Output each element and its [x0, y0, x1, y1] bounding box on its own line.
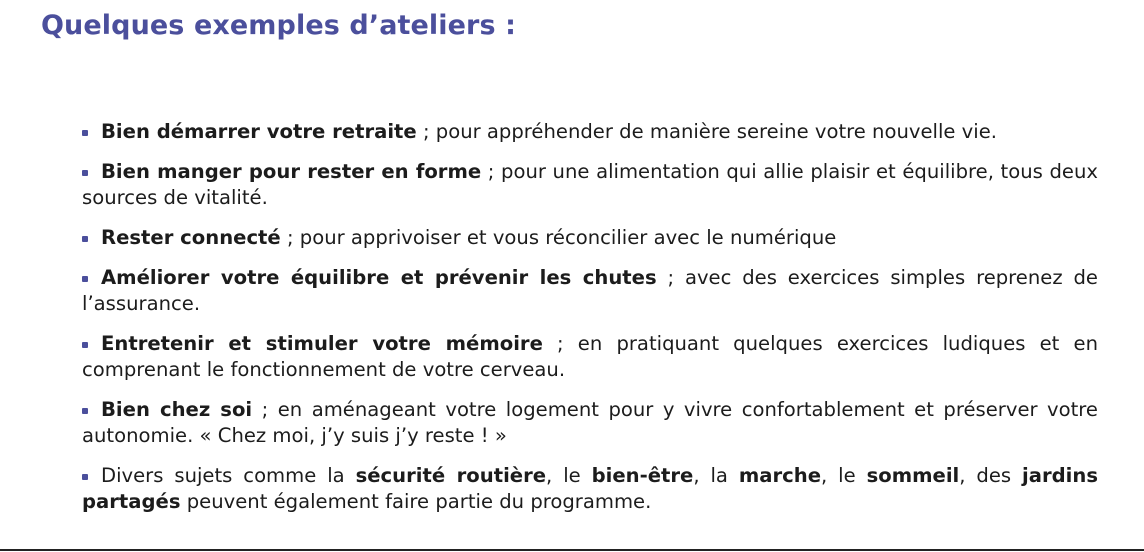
list-item — [82, 119, 1098, 145]
bullet-icon — [82, 276, 88, 282]
bullet-icon — [82, 474, 88, 480]
list-item — [82, 331, 1098, 383]
item-text: peuvent également faire partie du programme. — [180, 490, 652, 513]
item-text: , la — [693, 464, 739, 487]
bullet-icon — [82, 170, 88, 176]
item-title: Bien démarrer votre retraite — [101, 120, 417, 143]
item-description: ; en aménageant votre logement pour y vivre confortablement et préserver votre autonomie. « Chez moi, j’y suis j’y reste ! » — [82, 398, 1098, 447]
bullet-icon — [82, 130, 88, 136]
list-item — [82, 225, 1098, 251]
topic-walking: marche — [738, 464, 822, 487]
item-description: ; avec des exercices simples reprenez de l’assurance. — [82, 266, 1098, 315]
bullet-icon — [82, 408, 88, 414]
bullet-icon — [82, 236, 88, 242]
item-description: ; en pratiquant quelques exercices ludiques et en comprenant le fonctionnement de votre cerveau. — [82, 332, 1098, 381]
topic-shared-gardens: jardins partagés — [82, 464, 1098, 513]
list-item — [82, 265, 1098, 317]
item-text: , le — [546, 464, 592, 487]
list-item — [82, 397, 1098, 449]
item-text: , des — [959, 464, 1023, 487]
item-title: Améliorer votre équilibre et prévenir les chutes — [101, 266, 657, 289]
item-description: ; pour une alimentation qui allie plaisir et équilibre, tous deux sources de vitalité. — [82, 160, 1098, 209]
item-description: ; pour appréhender de manière sereine votre nouvelle vie. — [416, 120, 998, 143]
list-item — [82, 159, 1098, 211]
topic-sleep: sommeil — [866, 464, 960, 487]
topic-road-safety: sécurité routière — [355, 464, 547, 487]
item-text: Divers sujets comme la — [101, 464, 356, 487]
bullet-icon — [82, 342, 88, 348]
item-title: Bien manger pour rester en forme — [101, 160, 482, 183]
workshop-list — [82, 119, 1098, 529]
list-item-other-topics — [82, 463, 1098, 515]
topic-wellbeing: bien-être — [591, 464, 694, 487]
item-title: Bien chez soi — [101, 398, 253, 421]
bottom-divider — [0, 549, 1144, 551]
page-title: Quelques exemples d’ateliers : — [41, 10, 517, 41]
item-title: Rester connecté — [101, 226, 281, 249]
item-text: , le — [821, 464, 867, 487]
item-description: ; pour apprivoiser et vous réconcilier avec le numérique — [280, 226, 837, 249]
item-title: Entretenir et stimuler votre mémoire — [101, 332, 543, 355]
